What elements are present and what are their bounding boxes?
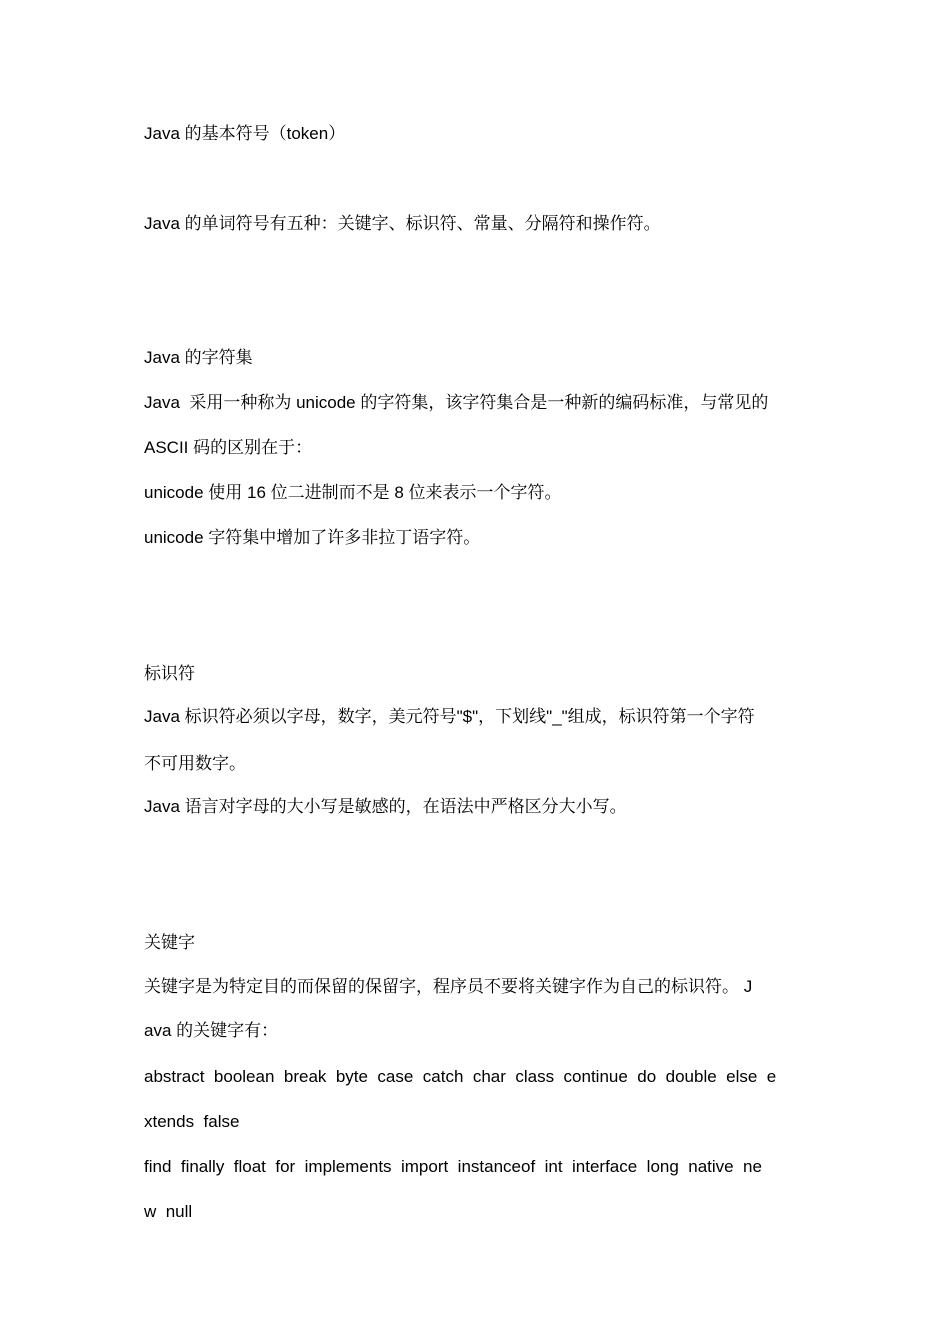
keywords-list-1-line-2: xtends false bbox=[144, 1112, 240, 1131]
identifiers-case-paragraph: Java 语言对字母的大小写是敏感的，在语法中严格区分大小写。 bbox=[144, 797, 627, 816]
section-heading-charset: Java 的字符集 bbox=[144, 348, 253, 367]
section-heading-identifiers: 标识符 bbox=[144, 664, 195, 683]
keywords-list-1-line-1: abstract boolean break byte case catch char class continue do double else e bbox=[144, 1067, 777, 1086]
identifiers-paragraph-line-2: 不可用数字。 bbox=[144, 754, 246, 773]
section-heading-keywords: 关键字 bbox=[144, 933, 195, 952]
section-heading-token: Java 的基本符号（token） bbox=[144, 124, 346, 143]
keywords-list-2-line-1: find finally float for implements import instanceof int interface long native ne bbox=[144, 1157, 762, 1176]
keywords-paragraph-line-1: 关键字是为特定目的而保留的保留字，程序员不要将关键字作为自己的标识符。 J bbox=[144, 977, 753, 996]
charset-paragraph-line-2: ASCII 码的区别在于： bbox=[144, 438, 313, 457]
keywords-list-2-line-2: w null bbox=[144, 1202, 193, 1221]
charset-paragraph-line-1: Java 采用一种称为 unicode 的字符集，该字符集合是一种新的编码标准，与常见的 bbox=[144, 393, 769, 412]
token-paragraph: Java 的单词符号有五种：关键字、标识符、常量、分隔符和操作符。 bbox=[144, 214, 661, 233]
charset-unicode-bits-paragraph: unicode 使用 16 位二进制而不是 8 位来表示一个字符。 bbox=[144, 483, 562, 502]
charset-unicode-nonlatin-paragraph: unicode 字符集中增加了许多非拉丁语字符。 bbox=[144, 528, 481, 547]
keywords-paragraph-line-2: ava 的关键字有： bbox=[144, 1021, 279, 1040]
identifiers-paragraph-line-1: Java 标识符必须以字母，数字，美元符号"$"，下划线"_"组成，标识符第一个字符 bbox=[144, 707, 755, 726]
